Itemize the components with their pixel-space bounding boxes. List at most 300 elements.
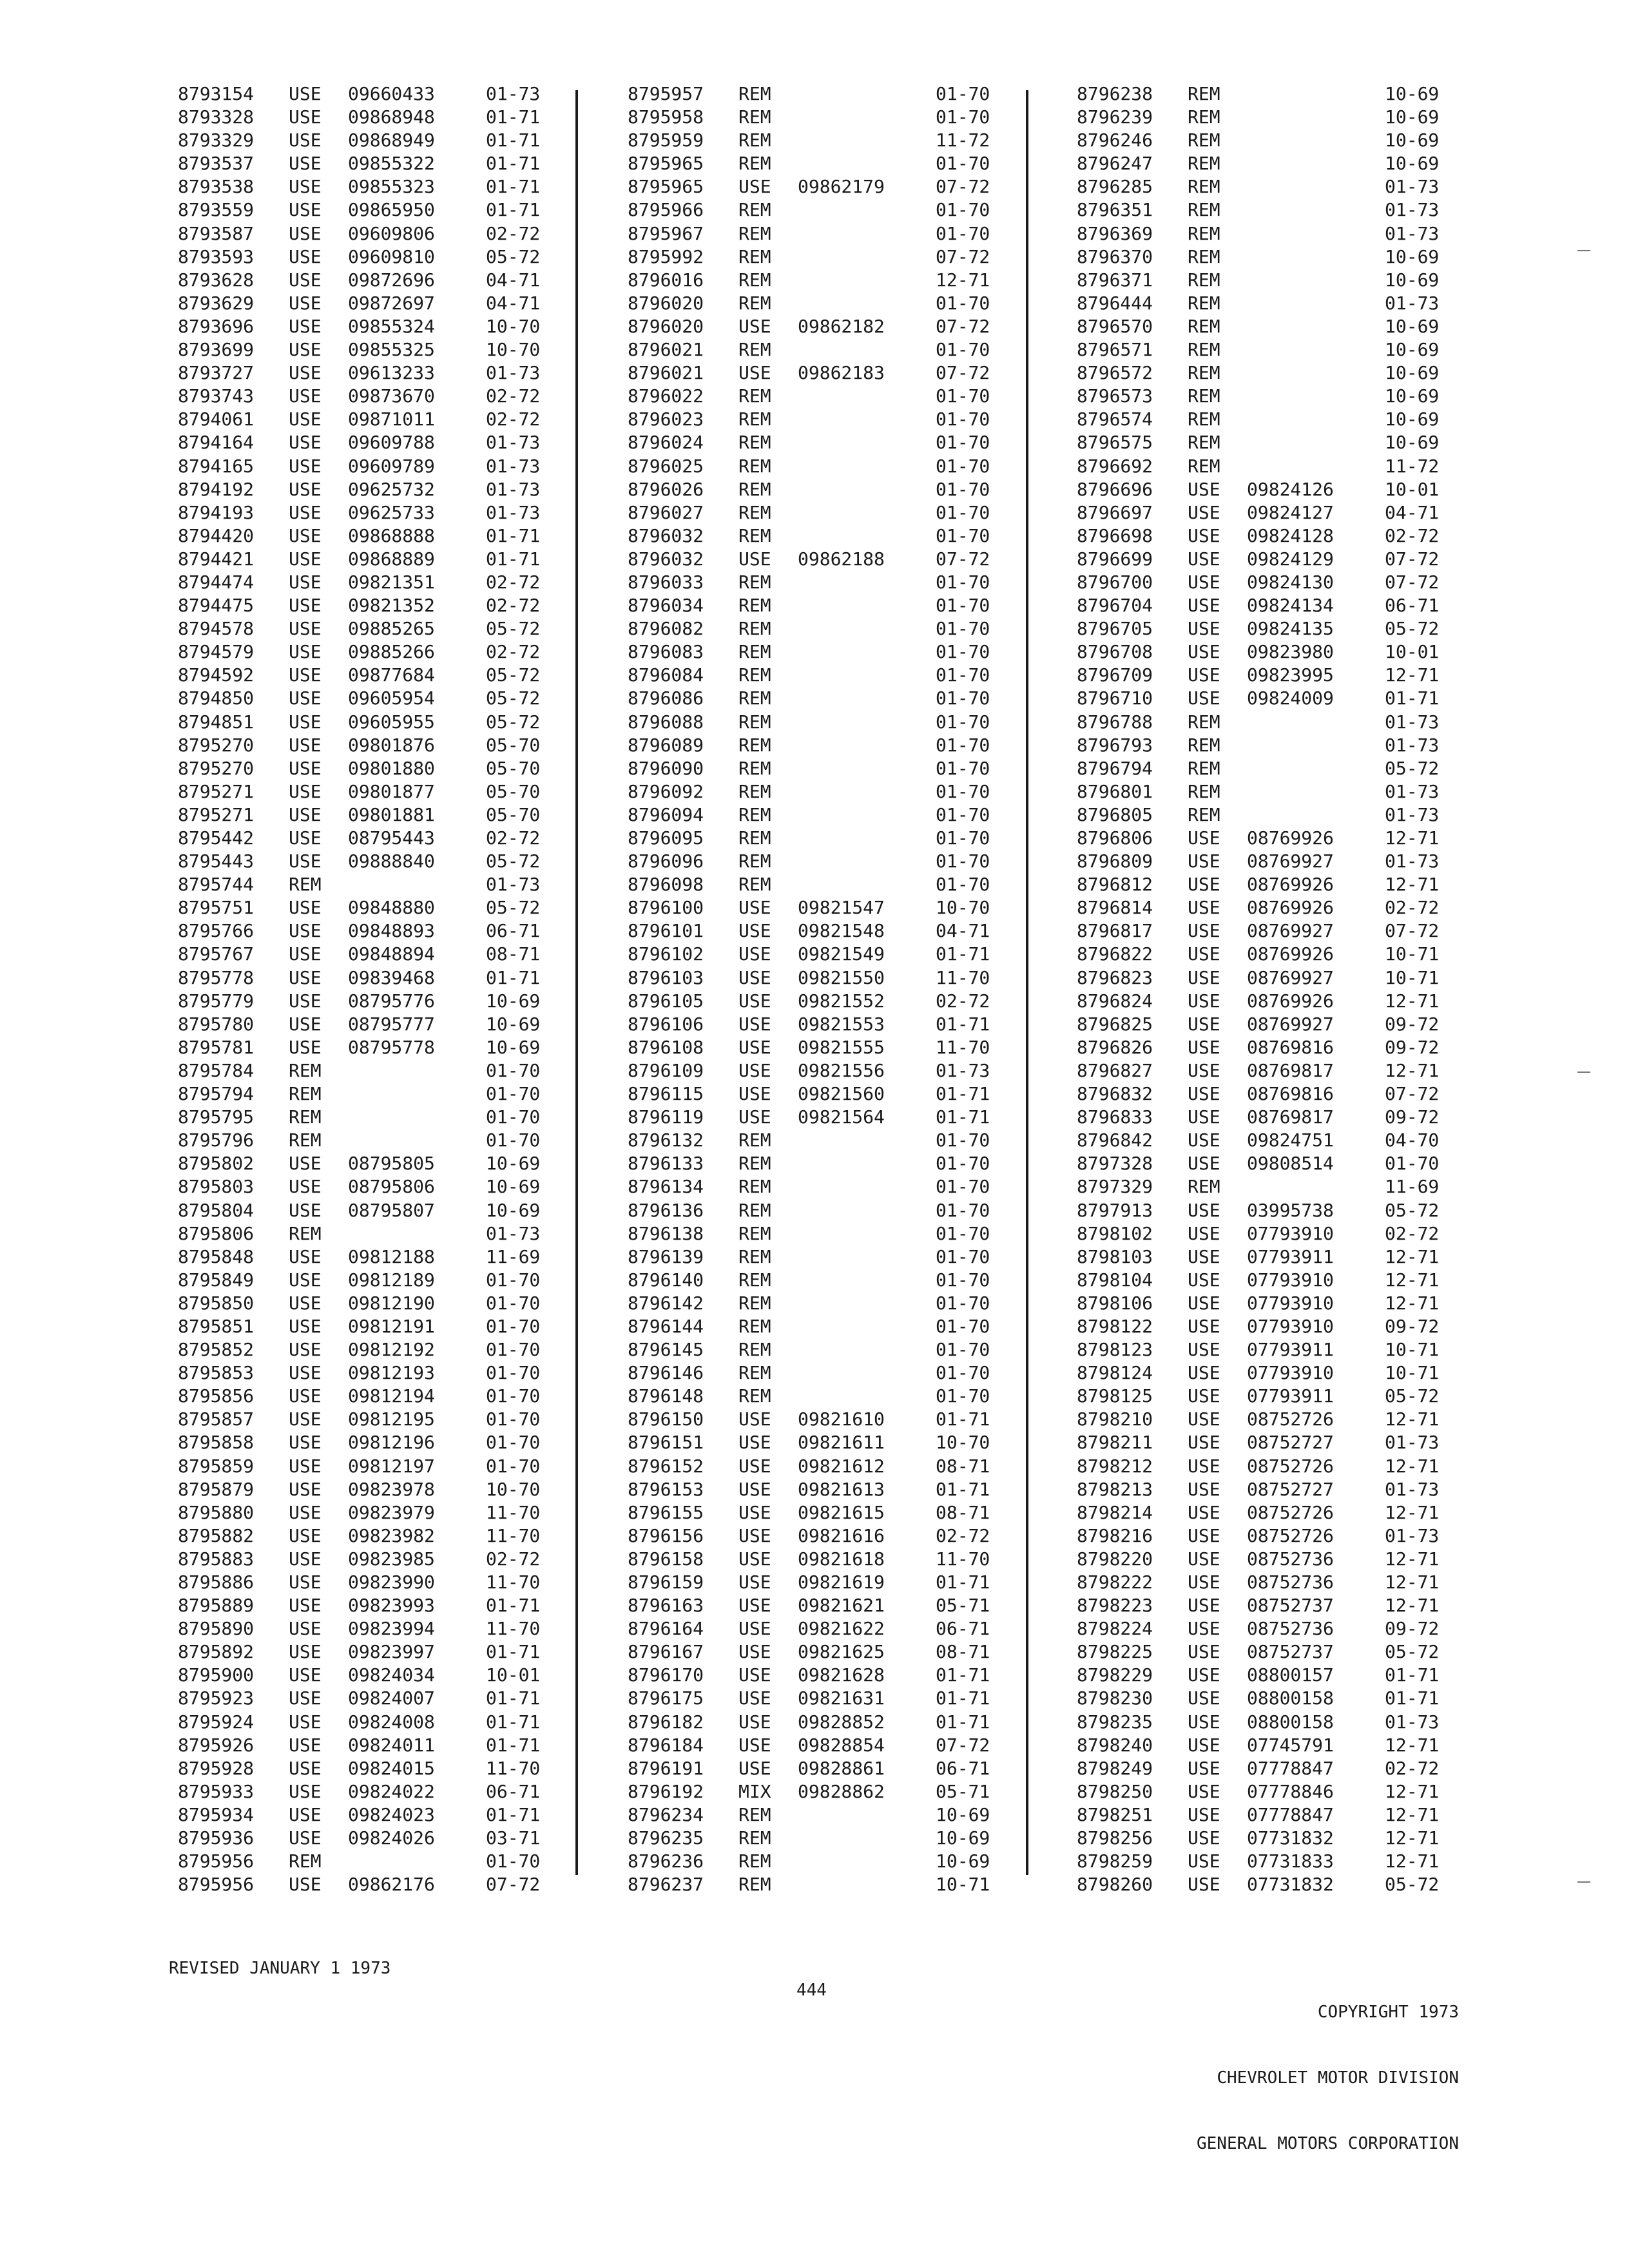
part-entry — [628, 478, 1007, 501]
action-code: USE — [289, 292, 322, 314]
part-number: 8796032 — [628, 548, 704, 570]
part-entry — [628, 1385, 1007, 1408]
part-entry — [1077, 1734, 1456, 1757]
part-entry — [178, 1361, 557, 1385]
replacement-number: 09625733 — [348, 501, 435, 523]
part-number: 8796571 — [1077, 339, 1153, 361]
replacement-number: 08752726 — [1247, 1408, 1334, 1430]
part-number: 8796235 — [628, 1827, 704, 1849]
part-entry — [628, 640, 1007, 664]
action-code: USE — [1188, 1687, 1220, 1709]
replacement-number: 07731832 — [1247, 1827, 1334, 1849]
part-number: 8796027 — [628, 501, 704, 523]
change-date: 01-73 — [1385, 1711, 1440, 1733]
part-number: 8796825 — [1077, 1013, 1153, 1035]
part-number: 8795879 — [178, 1478, 255, 1500]
part-entry — [628, 1780, 1007, 1803]
change-date: 01-70 — [936, 292, 990, 314]
part-number: 8798249 — [1077, 1757, 1153, 1779]
change-date: 01-70 — [936, 1292, 990, 1314]
replacement-number: 09824128 — [1247, 524, 1334, 546]
part-entry — [1077, 966, 1456, 990]
part-entry — [178, 966, 557, 990]
replacement-number: 09823985 — [348, 1548, 435, 1570]
change-date: 10-70 — [936, 897, 990, 919]
replacement-number — [798, 617, 936, 640]
action-code: REM — [738, 1803, 771, 1825]
action-code: USE — [738, 1734, 771, 1756]
replacement-number — [1247, 361, 1385, 385]
change-date: 05-70 — [486, 757, 541, 779]
action-code: USE — [289, 106, 322, 128]
replacement-number — [798, 850, 936, 873]
replacement-number: 09873670 — [348, 385, 435, 407]
change-date: 01-71 — [1385, 1687, 1440, 1709]
change-date: 01-73 — [1385, 780, 1440, 802]
part-entry — [178, 1036, 557, 1059]
replacement-number: 09824134 — [1247, 595, 1334, 617]
change-date: 07-72 — [1385, 920, 1440, 942]
part-number: 8795806 — [178, 1222, 255, 1244]
action-code: REM — [738, 1339, 771, 1361]
replacement-number: 08769927 — [1247, 920, 1334, 942]
part-entry — [178, 1059, 557, 1082]
part-number: 8796794 — [1077, 757, 1153, 779]
replacement-number — [798, 1803, 936, 1827]
replacement-number: 09828854 — [798, 1734, 885, 1756]
part-number: 8796709 — [1077, 664, 1153, 686]
change-date: 07-72 — [486, 1874, 541, 1896]
change-date: 01-70 — [936, 455, 990, 477]
part-entry — [628, 1361, 1007, 1385]
action-code: USE — [289, 153, 322, 175]
change-date: 05-72 — [1385, 1385, 1440, 1407]
part-entry — [1077, 896, 1456, 919]
action-code: REM — [738, 385, 771, 407]
change-date: 05-72 — [486, 687, 541, 709]
replacement-number — [1247, 106, 1385, 129]
copyright-line: COPYRIGHT 1973 — [1317, 2003, 1459, 2022]
part-entry — [178, 478, 557, 501]
part-number: 8794592 — [178, 664, 255, 686]
change-date: 01-70 — [936, 408, 990, 430]
part-number: 8798214 — [1077, 1501, 1153, 1523]
change-date: 10-01 — [486, 1664, 541, 1686]
replacement-number — [798, 594, 936, 617]
action-code: USE — [1188, 1757, 1220, 1779]
replacement-number: 09801876 — [348, 734, 435, 756]
part-entry — [1077, 734, 1456, 757]
part-entry — [628, 1687, 1007, 1710]
action-code: REM — [1188, 176, 1220, 198]
change-date: 01-71 — [486, 1803, 541, 1825]
action-code: USE — [1188, 990, 1220, 1012]
part-entry — [628, 269, 1007, 292]
change-date: 12-71 — [1385, 664, 1440, 686]
action-code: USE — [738, 1524, 771, 1546]
replacement-number: 09812188 — [348, 1245, 435, 1267]
change-date: 02-72 — [936, 990, 990, 1012]
change-date: 01-70 — [936, 1245, 990, 1267]
change-date: 10-69 — [486, 990, 541, 1012]
change-date: 12-71 — [1385, 1850, 1440, 1872]
part-number: 8796699 — [1077, 548, 1153, 570]
change-date: 01-70 — [486, 1408, 541, 1430]
part-number: 8795928 — [178, 1757, 255, 1779]
part-number: 8796234 — [628, 1803, 704, 1825]
part-entry — [1077, 1664, 1456, 1687]
replacement-number — [798, 222, 936, 245]
change-date: 06-71 — [486, 920, 541, 942]
replacement-number: 08752726 — [1247, 1455, 1334, 1477]
action-code: REM — [1188, 315, 1220, 337]
part-entry — [178, 455, 557, 478]
part-entry — [1077, 1711, 1456, 1734]
replacement-number: 09824008 — [348, 1711, 435, 1733]
part-entry — [1077, 640, 1456, 664]
change-date: 10-71 — [1385, 1362, 1440, 1384]
part-number: 8796150 — [628, 1408, 704, 1430]
change-date: 01-70 — [936, 734, 990, 756]
part-number: 8795857 — [178, 1408, 255, 1430]
change-date: 01-71 — [936, 1664, 990, 1686]
margin-mark — [1577, 1072, 1590, 1073]
action-code: USE — [289, 408, 322, 430]
action-code: REM — [738, 780, 771, 802]
footer-copyright — [1197, 1957, 1459, 2177]
part-number: 8793587 — [178, 222, 255, 244]
action-code: REM — [738, 199, 771, 221]
part-entry — [628, 1594, 1007, 1617]
replacement-number — [798, 245, 936, 269]
part-entry — [1077, 1687, 1456, 1710]
part-entry — [178, 198, 557, 222]
replacement-number: 08769926 — [1247, 990, 1334, 1012]
part-entry — [178, 943, 557, 966]
action-code: REM — [738, 664, 771, 686]
action-code: REM — [738, 1292, 771, 1314]
action-code: USE — [738, 315, 771, 337]
change-date: 08-71 — [486, 943, 541, 965]
replacement-number: 09871011 — [348, 408, 435, 430]
part-entry — [178, 222, 557, 245]
part-number: 8796572 — [1077, 362, 1153, 384]
part-number: 8796024 — [628, 432, 704, 454]
replacement-number: 08752736 — [1247, 1571, 1334, 1593]
part-entry — [1077, 1199, 1456, 1222]
part-entry — [628, 152, 1007, 175]
change-date: 08-71 — [936, 1455, 990, 1477]
part-entry — [178, 1106, 557, 1129]
part-entry — [1077, 1292, 1456, 1315]
replacement-number: 08769927 — [1247, 1013, 1334, 1035]
action-code: USE — [1188, 850, 1220, 872]
action-code: REM — [1188, 408, 1220, 430]
column-3 — [1077, 82, 1456, 1896]
part-entry — [628, 1129, 1007, 1152]
action-code: REM — [738, 1850, 771, 1872]
change-date: 10-69 — [486, 1176, 541, 1198]
replacement-number — [798, 106, 936, 129]
part-entry — [178, 1152, 557, 1175]
part-entry — [178, 664, 557, 687]
part-number: 8798256 — [1077, 1827, 1153, 1849]
replacement-number — [348, 1850, 486, 1873]
change-date: 01-70 — [936, 501, 990, 523]
part-number: 8796139 — [628, 1245, 704, 1267]
part-number: 8793696 — [178, 315, 255, 337]
part-entry — [178, 896, 557, 919]
change-date: 04-71 — [486, 292, 541, 314]
part-entry — [628, 827, 1007, 850]
action-code: USE — [289, 641, 322, 663]
change-date: 01-70 — [936, 153, 990, 175]
action-code: USE — [738, 1083, 771, 1105]
replacement-number — [798, 431, 936, 454]
part-number: 8794475 — [178, 595, 255, 617]
action-code: REM — [738, 757, 771, 779]
change-date: 01-70 — [936, 780, 990, 802]
part-entry — [628, 1501, 1007, 1524]
part-entry — [1077, 1338, 1456, 1361]
change-date: 12-71 — [1385, 990, 1440, 1012]
replacement-number — [1247, 198, 1385, 222]
change-date: 05-70 — [486, 780, 541, 802]
action-code: USE — [1188, 1269, 1220, 1291]
change-date: 01-70 — [936, 711, 990, 733]
action-code: REM — [738, 501, 771, 523]
change-date: 09-72 — [1385, 1106, 1440, 1128]
change-date: 10-71 — [1385, 966, 1440, 988]
replacement-number — [1247, 175, 1385, 198]
part-entry — [1077, 990, 1456, 1013]
part-number: 8796025 — [628, 455, 704, 477]
part-number: 8798212 — [1077, 1455, 1153, 1477]
part-entry — [1077, 664, 1456, 687]
action-code: USE — [289, 432, 322, 454]
part-number: 8796370 — [1077, 245, 1153, 267]
action-code: USE — [1188, 1734, 1220, 1756]
action-code: USE — [289, 1780, 322, 1802]
change-date: 10-69 — [486, 1153, 541, 1175]
change-date: 12-71 — [1385, 1269, 1440, 1291]
change-date: 01-73 — [1385, 222, 1440, 244]
change-date: 05-72 — [486, 897, 541, 919]
change-date: 01-73 — [1385, 1478, 1440, 1500]
action-code: REM — [738, 1315, 771, 1337]
part-entry — [1077, 1524, 1456, 1548]
part-number: 8795766 — [178, 920, 255, 942]
replacement-number — [1247, 711, 1385, 734]
action-code: USE — [289, 1548, 322, 1570]
replacement-number: 09824007 — [348, 1687, 435, 1709]
part-number: 8796827 — [1077, 1059, 1153, 1081]
change-date: 01-70 — [486, 1315, 541, 1337]
change-date: 10-70 — [936, 1432, 990, 1454]
change-date: 11-70 — [936, 966, 990, 988]
replacement-number: 07793910 — [1247, 1362, 1334, 1384]
part-entry — [628, 1245, 1007, 1269]
action-code: USE — [289, 269, 322, 291]
column-divider — [1026, 90, 1028, 1875]
replacement-number: 07745791 — [1247, 1734, 1334, 1756]
part-number: 8795767 — [178, 943, 255, 965]
action-code: USE — [289, 897, 322, 919]
part-number: 8795933 — [178, 1780, 255, 1802]
replacement-number: 07793910 — [1247, 1269, 1334, 1291]
replacement-number: 09824034 — [348, 1664, 435, 1686]
action-code: USE — [289, 1711, 322, 1733]
replacement-number — [798, 129, 936, 152]
change-date: 12-71 — [1385, 1501, 1440, 1523]
change-date: 01-70 — [936, 83, 990, 104]
part-number: 8798123 — [1077, 1339, 1153, 1361]
part-number: 8796824 — [1077, 990, 1153, 1012]
change-date: 05-72 — [1385, 1641, 1440, 1663]
action-code: USE — [289, 1315, 322, 1337]
replacement-number: 09821622 — [798, 1618, 885, 1640]
replacement-number: 09821628 — [798, 1664, 885, 1686]
part-entry — [178, 501, 557, 524]
part-number: 8796088 — [628, 711, 704, 733]
change-date: 01-70 — [936, 641, 990, 663]
change-date: 05-72 — [486, 618, 541, 640]
action-code: USE — [738, 1641, 771, 1663]
change-date: 01-73 — [1385, 1432, 1440, 1454]
action-code: USE — [1188, 1571, 1220, 1593]
action-code: USE — [1188, 1222, 1220, 1244]
part-number: 8796285 — [1077, 176, 1153, 198]
part-number: 8795858 — [178, 1432, 255, 1454]
part-number: 8795966 — [628, 199, 704, 221]
change-date: 11-72 — [936, 130, 990, 151]
part-number: 8795959 — [628, 130, 704, 151]
change-date: 11-69 — [1385, 1176, 1440, 1198]
part-number: 8796084 — [628, 664, 704, 686]
replacement-number: 09821548 — [798, 920, 885, 942]
part-number: 8793329 — [178, 130, 255, 151]
change-date: 01-73 — [1385, 803, 1440, 825]
part-entry — [628, 1478, 1007, 1501]
action-code: USE — [738, 1711, 771, 1733]
part-entry — [178, 594, 557, 617]
change-date: 11-70 — [486, 1501, 541, 1523]
replacement-number — [798, 1873, 936, 1896]
replacement-number: 09824011 — [348, 1734, 435, 1756]
part-entry — [628, 617, 1007, 640]
part-number: 8796182 — [628, 1711, 704, 1733]
part-number: 8796170 — [628, 1664, 704, 1686]
change-date: 01-70 — [936, 339, 990, 361]
replacement-number: 09868888 — [348, 524, 435, 546]
action-code: USE — [1188, 478, 1220, 500]
part-number: 8796191 — [628, 1757, 704, 1779]
part-entry — [178, 1850, 557, 1873]
action-code: REM — [1188, 432, 1220, 454]
change-date: 09-72 — [1385, 1618, 1440, 1640]
part-number: 8793727 — [178, 362, 255, 384]
part-number: 8796708 — [1077, 641, 1153, 663]
part-number: 8795890 — [178, 1618, 255, 1640]
replacement-number: 09823980 — [1247, 641, 1334, 663]
change-date: 01-70 — [936, 524, 990, 546]
action-code: USE — [738, 1408, 771, 1430]
part-number: 8795853 — [178, 1362, 255, 1384]
action-code: USE — [738, 1106, 771, 1128]
change-date: 05-70 — [486, 803, 541, 825]
part-number: 8796096 — [628, 850, 704, 872]
part-entry — [1077, 1036, 1456, 1059]
part-number: 8798260 — [1077, 1874, 1153, 1896]
part-number: 8796083 — [628, 641, 704, 663]
part-number: 8795859 — [178, 1455, 255, 1477]
part-number: 8796103 — [628, 966, 704, 988]
replacement-number — [798, 1361, 936, 1385]
replacement-number: 09821621 — [798, 1595, 885, 1617]
replacement-number — [798, 687, 936, 710]
part-entry — [1077, 175, 1456, 198]
change-date: 01-70 — [1385, 1153, 1440, 1175]
action-code: USE — [289, 245, 322, 267]
part-entry — [1077, 1873, 1456, 1896]
part-number: 8796832 — [1077, 1083, 1153, 1105]
part-number: 8795778 — [178, 966, 255, 988]
part-number: 8795965 — [628, 176, 704, 198]
change-date: 01-70 — [936, 803, 990, 825]
replacement-number: 09823993 — [348, 1595, 435, 1617]
change-date: 10-69 — [1385, 269, 1440, 291]
part-number: 8797913 — [1077, 1199, 1153, 1221]
part-entry — [1077, 1408, 1456, 1431]
part-number: 8798229 — [1077, 1664, 1153, 1686]
part-entry — [1077, 1222, 1456, 1245]
part-entry — [628, 1455, 1007, 1478]
part-entry — [628, 1408, 1007, 1431]
change-date: 10-69 — [486, 1199, 541, 1221]
change-date: 05-72 — [486, 850, 541, 872]
change-date: 05-72 — [1385, 1874, 1440, 1896]
part-number: 8795892 — [178, 1641, 255, 1663]
part-number: 8795856 — [178, 1385, 255, 1407]
replacement-number — [798, 385, 936, 408]
action-code: USE — [289, 687, 322, 709]
action-code: USE — [738, 1501, 771, 1523]
part-number: 8793743 — [178, 385, 255, 407]
part-number: 8796159 — [628, 1571, 704, 1593]
part-entry — [628, 82, 1007, 106]
replacement-number — [798, 1292, 936, 1315]
change-date: 05-72 — [486, 664, 541, 686]
part-number: 8796144 — [628, 1315, 704, 1337]
part-entry — [178, 1734, 557, 1757]
part-entry — [628, 1734, 1007, 1757]
change-date: 06-71 — [1385, 595, 1440, 617]
part-entry — [178, 292, 557, 315]
part-entry — [178, 1594, 557, 1617]
part-entry — [178, 1664, 557, 1687]
part-number: 8796575 — [1077, 432, 1153, 454]
part-entry — [628, 1664, 1007, 1687]
change-date: 05-71 — [936, 1780, 990, 1802]
part-entry — [178, 990, 557, 1013]
change-date: 01-70 — [936, 1199, 990, 1221]
part-number: 8796806 — [1077, 827, 1153, 849]
replacement-number: 08752726 — [1247, 1524, 1334, 1546]
action-code: USE — [1188, 1362, 1220, 1384]
part-entry — [628, 1757, 1007, 1780]
part-entry — [178, 408, 557, 431]
replacement-number — [348, 1222, 486, 1245]
